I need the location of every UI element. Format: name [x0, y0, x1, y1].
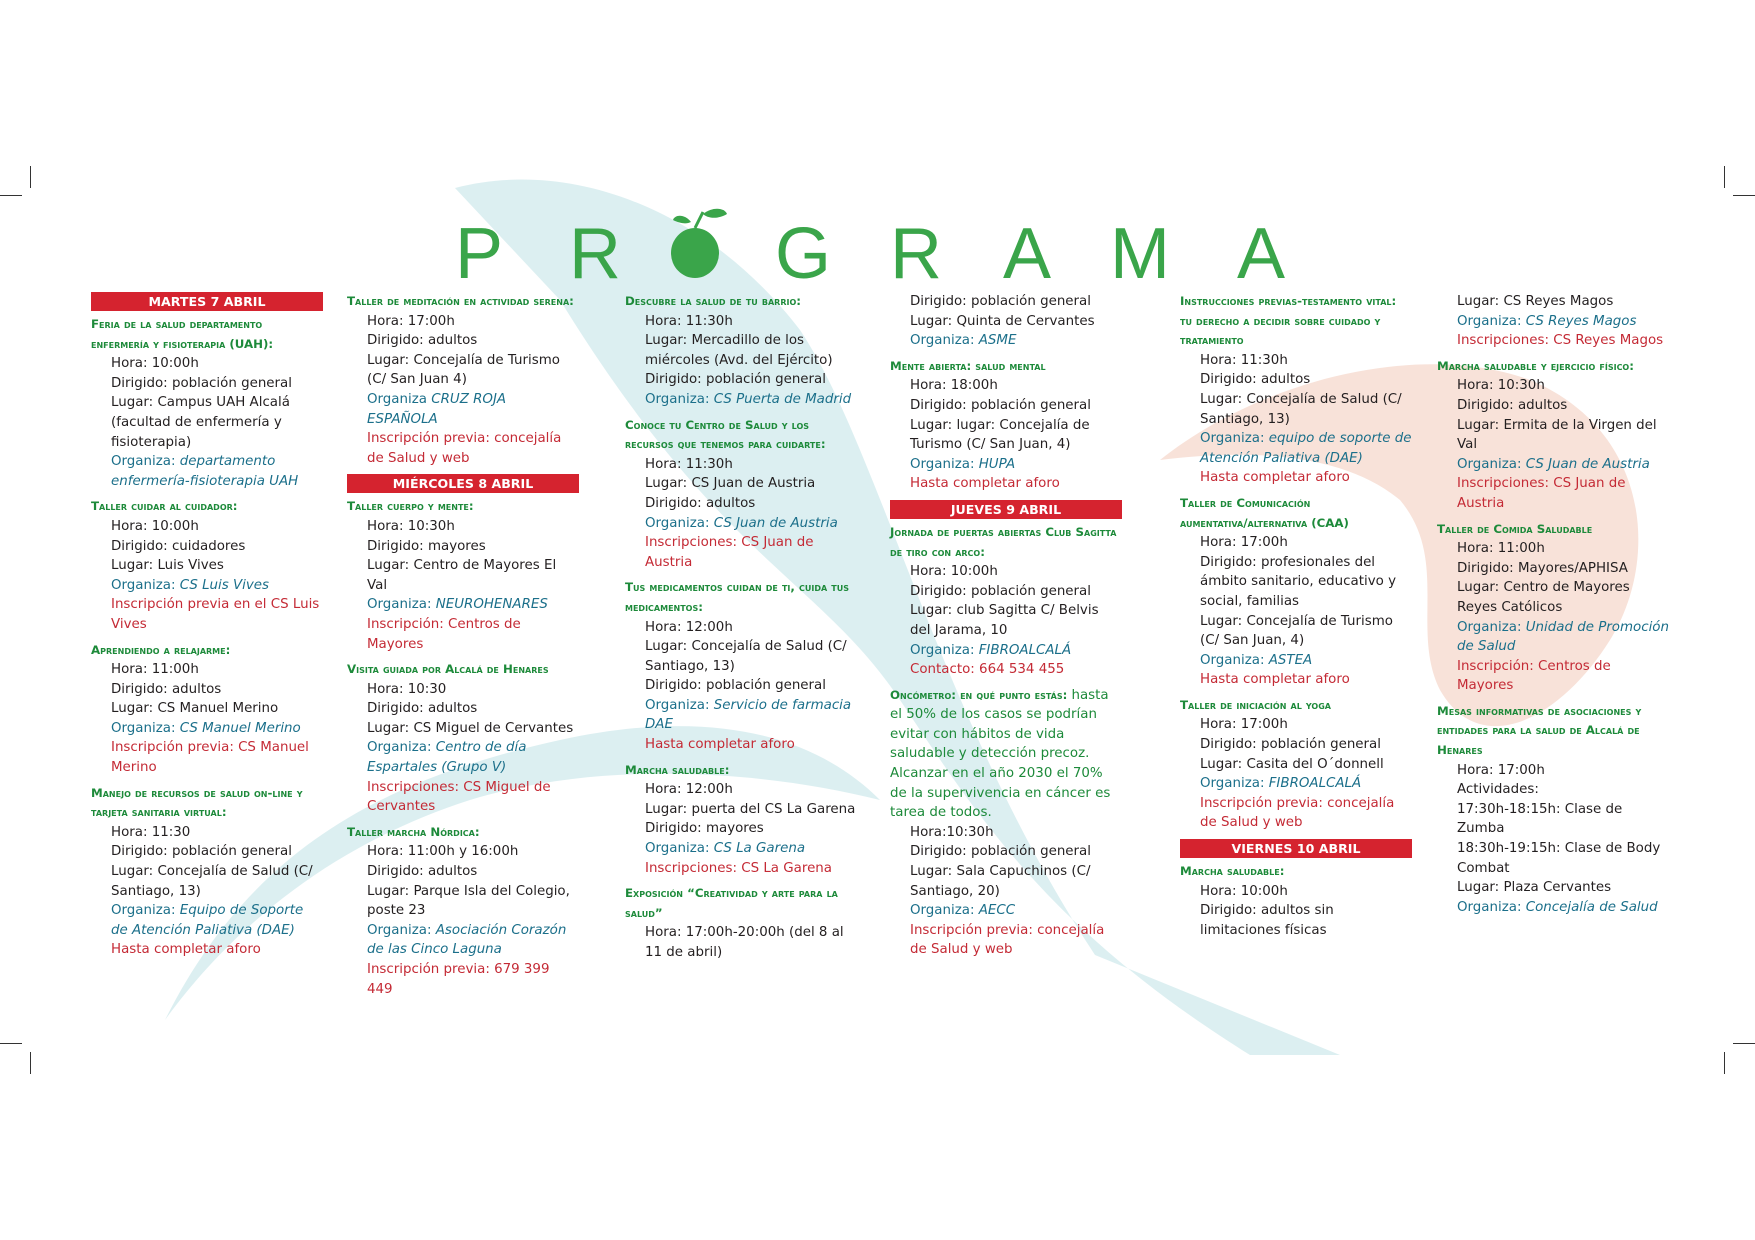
event-title-text: Exposición “Creatividad y arte para la salud” [625, 886, 838, 920]
event-title [890, 523, 1122, 562]
event-detail: Hora: 10:00h [111, 356, 199, 372]
organizer-name: CS Luis Vives [179, 577, 270, 593]
event-title-text: Taller cuerpo y mente: [347, 499, 474, 514]
event-registration: Inscripción: Centros de Mayores [1457, 658, 1611, 694]
event-item [890, 523, 1122, 680]
event-registration: Hasta completar aforo [1200, 470, 1350, 486]
organizer-name: FIBROALCALÁ [1268, 776, 1362, 792]
event-title-text: Visita guiada por Alcalá de Henares [347, 662, 549, 677]
event-detail: Dirigido: población general [1200, 737, 1381, 753]
event-item [1180, 862, 1412, 940]
event-detail: Lugar: Concejalía de Turismo (C/ San Juan, 4) [1200, 613, 1393, 649]
event-registration: Inscripción previa en el CS Luis Vives [111, 597, 320, 632]
event-item [625, 416, 857, 573]
organizer-label: Organiza: [1457, 456, 1522, 472]
event-title [347, 660, 579, 680]
organizer-name: CS Manuel Merino [179, 720, 301, 736]
event-title [1180, 696, 1412, 716]
event-detail: Lugar: Centro de Mayores Reyes Católicos [1457, 580, 1630, 615]
organizer-label: Organiza: [1457, 619, 1522, 635]
event-detail: Dirigido: adultos [367, 864, 478, 880]
event-organizer [347, 738, 579, 777]
event-detail: Dirigido: población general [910, 294, 1091, 309]
organizer-name: CRUZ ROJA ESPAÑOLA [367, 391, 507, 427]
organizer-name: Unidad de Promoción de Salud [1457, 619, 1669, 655]
event-item [1437, 520, 1669, 696]
event-detail: Hora: 11:00h [111, 662, 199, 678]
event-detail: Hora: 11:00h [1457, 541, 1545, 557]
event-detail: Lugar: puerta del CS La Garena [645, 801, 856, 817]
event-title-text: Mesas informativas de asociaciones y entidades para la salud de Alcalá de Henares [1437, 703, 1642, 758]
event-detail: Dirigido: población general [111, 375, 292, 391]
event-organizer [1437, 618, 1669, 657]
event-detail: Dirigido: adultos [367, 701, 478, 717]
organizer-label: Organiza: [910, 903, 975, 919]
event-registration: Inscripción previa: CS Manuel Merino [111, 740, 309, 776]
event-title-text: Instrucciones previas-testamento vital: tu derecho a decidir sobre cuidado y tratamiento [1180, 294, 1397, 348]
event-organizer [1180, 774, 1412, 794]
organizer-label: Organiza: [645, 697, 710, 713]
event-title [625, 761, 857, 781]
event-title-text: Aprendiendo a relajarme: [91, 642, 231, 657]
organizer-name: Concejalía de Salud [1525, 899, 1658, 915]
organizer-name: FIBROALCALÁ [978, 642, 1072, 658]
title-letter-m: M [1110, 214, 1170, 288]
event-registration: Hasta completar aforo [1200, 672, 1350, 688]
event-organizer [1180, 651, 1412, 671]
page-title [455, 208, 1305, 288]
organizer-name: Asociación Corazón de las Cinco Laguna [367, 922, 567, 958]
column-3 [625, 292, 857, 969]
event-registration: Inscripción previa: concejalía de Salud y web [1200, 795, 1395, 831]
event-detail: Dirigido: adultos [367, 333, 478, 349]
title-letter-a2: A [1237, 214, 1286, 288]
title-letter-a: A [1003, 214, 1052, 288]
crop-mark [0, 195, 22, 196]
organizer-name: AECC [978, 903, 1016, 919]
event-organizer [625, 514, 857, 534]
event-organizer [625, 390, 857, 410]
event-detail: Dirigido: mayores [645, 821, 764, 837]
event-detail: Lugar: Luis Vives [111, 558, 224, 574]
event-title [1180, 862, 1412, 882]
event-detail: Hora: 10:00h [111, 518, 199, 534]
event-registration: Hasta completar aforo [645, 737, 795, 753]
event-item [347, 823, 579, 999]
event-title-text: Jornada de puertas abiertas Club Sagitta de tiro con arco: [890, 524, 1117, 559]
event-item [91, 641, 323, 778]
crop-mark [1724, 1052, 1725, 1074]
event-detail: Dirigido: población general [910, 397, 1091, 413]
event-detail: Lugar: Casita del O´donnell [1200, 756, 1384, 772]
event-detail: Lugar: CS Manuel Merino [111, 701, 279, 717]
event-title-text: Mente abierta: salud mental [890, 358, 1046, 373]
organizer-name: CS Reyes Magos [1525, 313, 1637, 329]
organizer-name: Servicio de farmacia DAE [645, 697, 852, 733]
day-header: JUEVES 9 ABRIL [890, 500, 1122, 519]
event-title [91, 497, 323, 517]
event-organizer [1437, 898, 1669, 918]
event-description: hasta el 50% de los casos se podrían evitar con hábitos de vida saludable y detección precoz. Alcanzar en el año 2030 el 70% de la supervivencia en cáncer es tarea de todos. [890, 687, 1111, 821]
event-detail: Hora: 17:00h-20:00h (del 8 al 11 de abril) [645, 925, 844, 960]
organizer-label: Organiza: [645, 391, 710, 407]
event-detail: Lugar: lugar: Concejalía de Turismo (C/ San Juan, 4) [910, 417, 1090, 453]
event-title-text: Manejo de recursos de salud on-line y tarjeta sanitaria virtual: [91, 785, 303, 820]
event-registration: Inscripciones: CS Juan de Austria [1457, 476, 1626, 511]
event-title [1437, 702, 1669, 761]
event-organizer [91, 576, 323, 596]
organizer-label: Organiza: [645, 515, 710, 531]
event-detail: Hora: 11:30 [111, 824, 191, 840]
crop-mark [0, 1043, 22, 1044]
event-organizer [1437, 455, 1669, 475]
event-title-text: Conoce tu Centro de Salud y los recursos que tenemos para cuidarte: [625, 417, 826, 452]
event-detail: Lugar: club Sagitta C/ Belvis del Jarama, 10 [910, 603, 1099, 638]
event-detail: Dirigido: población general [910, 583, 1091, 599]
event-item [890, 357, 1122, 494]
crop-mark [30, 1052, 31, 1074]
event-title [625, 884, 857, 923]
event-title-text: Taller de Comunicación aumentativa/alternativa (CAA) [1180, 495, 1349, 530]
event-title [91, 315, 323, 354]
organizer-label: Organiza: [111, 720, 176, 736]
organizer-label: Organiza: [910, 642, 975, 658]
organizer-label: Organiza: [367, 597, 432, 613]
organizer-label: Organiza: [645, 841, 710, 857]
event-title-text: Taller de meditación en actividad serena: [347, 294, 574, 308]
event-organizer [890, 455, 1122, 475]
event-detail: Hora: 12:00h [645, 619, 733, 635]
event-detail: Dirigido: población general [910, 844, 1091, 860]
event-title-text: Oncómetro: en qué punto estás: [890, 687, 1068, 702]
event-detail: Hora: 12:00h [645, 782, 733, 798]
event-title [1437, 357, 1669, 377]
organizer-name: CS Juan de Austria [1525, 456, 1650, 472]
event-title [91, 641, 323, 661]
event-detail: Lugar: Concejalía de Salud (C/ Santiago, 13) [111, 864, 313, 899]
event-detail: Dirigido: adultos [645, 495, 756, 511]
title-letter-r2: R [890, 214, 942, 288]
organizer-name: Centro de día Espartales (Grupo V) [367, 740, 527, 776]
event-title [890, 357, 1122, 377]
event-detail: Hora: 10:00h [1200, 883, 1288, 899]
event-item [1180, 696, 1412, 833]
organizer-name: equipo de soporte de Atención Paliativa (DAE) [1200, 431, 1412, 466]
event-continuation [1437, 292, 1669, 351]
organizer-label: Organiza [367, 391, 427, 407]
event-title-text: Marcha saludable: [625, 762, 730, 777]
event-title-text: Taller de Comida Saludable [1437, 521, 1593, 536]
event-detail: Dirigido: población general [645, 678, 826, 694]
event-title-text: Taller cuidar al cuidador: [91, 499, 238, 514]
title-letter-r: R [569, 214, 621, 288]
title-letter-p: P [455, 214, 504, 288]
crop-mark [1724, 166, 1725, 188]
event-title [347, 497, 579, 517]
event-item [625, 884, 857, 962]
event-detail: Lugar: CS Reyes Magos [1457, 294, 1614, 309]
event-registration: Inscripción previa: concejalía de Salud y web [367, 431, 562, 466]
event-registration: Inscripción previa: concejalía de Salud y web [910, 922, 1105, 958]
event-detail: Lugar: Concejalía de Turismo (C/ San Juan 4) [367, 352, 560, 388]
event-detail: Actividades: [1457, 782, 1539, 798]
organizer-name: ASTEA [1268, 652, 1313, 668]
event-item [625, 761, 857, 879]
event-item [625, 578, 857, 754]
event-detail: Hora: 17:00h [1200, 717, 1288, 733]
event-title [890, 686, 1122, 823]
event-item [347, 660, 579, 817]
organizer-name: departamento enfermería-fisioterapia UAH [111, 454, 299, 489]
event-title-text: Taller marcha Nórdica: [347, 824, 480, 839]
event-detail: Lugar: CS Miguel de Cervantes [367, 720, 574, 736]
organizer-label: Organiza: [367, 740, 432, 756]
organizer-label: Organiza: [1200, 776, 1265, 792]
event-title [347, 823, 579, 843]
column-1 [91, 292, 323, 966]
event-detail: Dirigido: Mayores/APHISA [1457, 560, 1628, 576]
event-registration: Inscripciones: CS Miguel de Cervantes [367, 779, 551, 815]
organizer-label: Organiza: [1200, 431, 1265, 447]
event-title [1180, 494, 1412, 533]
event-detail: Lugar: Ermita de la Virgen del Val [1457, 417, 1657, 453]
column-4 [890, 292, 1122, 966]
organizer-name: CS La Garena [713, 841, 806, 857]
event-title [625, 292, 857, 312]
event-detail: Lugar: Campus UAH Alcalá (facultad de enfermería y fisioterapia) [111, 395, 290, 450]
event-organizer [347, 921, 579, 960]
event-registration: Contacto: 664 534 455 [910, 662, 1065, 678]
event-detail: Lugar: Centro de Mayores El Val [367, 558, 557, 593]
event-continuation [890, 292, 1122, 351]
event-item [347, 497, 579, 654]
column-5 [1180, 292, 1412, 946]
organizer-label: Organiza: [1457, 899, 1522, 915]
event-organizer [91, 452, 323, 491]
event-detail: 18:30h-19:15h: Clase de Body Combat [1457, 841, 1661, 876]
event-detail: Lugar: CS Juan de Austria [645, 476, 816, 492]
event-title-text: Feria de la salud departamento enfermería y fisioterapia (UAH): [91, 317, 274, 351]
crop-mark [30, 166, 31, 188]
event-detail: Lugar: Quinta de Cervantes [910, 313, 1095, 329]
event-organizer [1180, 429, 1412, 468]
event-detail: Hora: 10:30h [1457, 378, 1545, 394]
event-detail: Hora: 11:00h y 16:00h [367, 844, 519, 860]
column-2 [347, 292, 579, 1005]
event-organizer [91, 901, 323, 940]
event-detail: Lugar: Plaza Cervantes [1457, 880, 1612, 896]
organizer-name: CS Juan de Austria [713, 515, 838, 531]
event-item [347, 292, 579, 468]
event-detail: Lugar: Sala Capuchinos (C/ Santiago, 20) [910, 864, 1091, 899]
event-detail: Dirigido: población general [645, 372, 826, 388]
day-header: MARTES 7 ABRIL [91, 292, 323, 311]
event-organizer [890, 641, 1122, 661]
event-title [625, 416, 857, 455]
event-detail: Hora:10:30h [910, 824, 994, 840]
event-detail: Dirigido: cuidadores [111, 538, 246, 554]
organizer-label: Organiza: [1200, 652, 1265, 668]
event-organizer [890, 901, 1122, 921]
organizer-label: Organiza: [111, 454, 176, 470]
event-detail: Dirigido: adultos [111, 681, 222, 697]
event-detail: Hora: 17:00h [1200, 535, 1288, 551]
organizer-label: Organiza: [111, 903, 176, 919]
event-organizer [347, 390, 579, 429]
apple-icon [671, 209, 727, 278]
event-title [347, 292, 579, 312]
organizer-label: Organiza: [367, 922, 432, 938]
event-detail: Dirigido: población general [111, 844, 292, 860]
event-registration: Hasta completar aforo [910, 476, 1060, 492]
event-organizer [625, 839, 857, 859]
event-title [1180, 292, 1412, 351]
event-detail: Dirigido: adultos sin limitaciones físicas [1200, 903, 1334, 938]
event-title-text: Tus medicamentos cuidan de ti, cuida tus medicamentos: [625, 580, 849, 614]
event-item [1437, 702, 1669, 918]
event-detail: Lugar: Concejalía de Salud (C/ Santiago, 13) [645, 639, 847, 674]
day-header: MIÉRCOLES 8 ABRIL [347, 474, 579, 493]
organizer-name: HUPA [978, 456, 1016, 472]
event-detail: Hora: 11:30h [1200, 352, 1288, 368]
event-detail: 17:30h-18:15h: Clase de Zumba [1457, 801, 1623, 837]
event-title [625, 578, 857, 617]
organizer-label: Organiza: [910, 456, 975, 472]
organizer-label: Organiza: [910, 333, 975, 349]
event-detail: Dirigido: adultos [1200, 372, 1311, 388]
crop-mark [1733, 195, 1755, 196]
event-detail: Dirigido: profesionales del ámbito sanitario, educativo y social, familias [1200, 554, 1397, 609]
crop-mark [1733, 1043, 1755, 1044]
event-detail: Lugar: Parque Isla del Colegio, poste 23 [367, 883, 570, 919]
event-title-text: Marcha saludable y ejercicio físico: [1437, 358, 1634, 373]
event-registration: Inscripción previa: 679 399 449 [367, 962, 550, 997]
event-registration: Inscripciones: CS La Garena [645, 860, 832, 876]
title-letter-g: G [775, 214, 832, 288]
event-registration: Inscripción: Centros de Mayores [367, 616, 521, 652]
event-organizer [1437, 312, 1669, 332]
event-organizer [91, 719, 323, 739]
event-organizer [347, 595, 579, 615]
event-detail: Lugar: Mercadillo de los miércoles (Avd. del Ejército) [645, 333, 833, 368]
event-title-text: Marcha saludable: [1180, 864, 1285, 879]
event-detail: Dirigido: adultos [1457, 397, 1568, 413]
organizer-label: Organiza: [111, 577, 176, 593]
event-item [91, 497, 323, 634]
event-registration: Inscripciones: CS Juan de Austria [645, 535, 814, 570]
event-detail: Lugar: Concejalía de Salud (C/ Santiago, 13) [1200, 391, 1402, 427]
event-item [625, 292, 857, 410]
event-detail: Hora: 11:30h [645, 313, 733, 329]
event-detail: Hora: 10:30h [367, 518, 455, 534]
organizer-name: CS Puerta de Madrid [713, 391, 852, 407]
day-header: VIERNES 10 ABRIL [1180, 839, 1412, 858]
event-registration: Hasta completar aforo [111, 942, 261, 958]
event-item [1180, 292, 1412, 488]
event-item [1180, 494, 1412, 690]
organizer-name: Equipo de Soporte de Atención Paliativa (DAE) [111, 903, 304, 938]
event-detail: Dirigido: mayores [367, 538, 486, 554]
event-registration: Inscripciones: CS Reyes Magos [1457, 333, 1664, 349]
event-title [91, 784, 323, 823]
event-detail: Hora: 17:00h [1457, 762, 1545, 778]
event-title-text: Descubre la salud de tu barrio: [625, 294, 801, 308]
event-detail: Hora: 17:00h [367, 313, 455, 329]
organizer-name: ASME [978, 333, 1017, 349]
event-title [1437, 520, 1669, 540]
event-detail: Hora: 11:30h [645, 456, 733, 472]
organizer-label: Organiza: [1457, 313, 1522, 329]
event-detail: Hora: 10:00h [910, 564, 998, 580]
organizer-name: NEUROHENARES [435, 597, 548, 613]
event-detail: Hora: 10:30 [367, 681, 447, 697]
event-item [890, 686, 1122, 960]
event-organizer [890, 331, 1122, 351]
event-item [91, 784, 323, 960]
event-detail: Hora: 18:00h [910, 378, 998, 394]
event-item [91, 315, 323, 491]
event-organizer [625, 696, 857, 735]
column-6 [1437, 292, 1669, 923]
event-item [1437, 357, 1669, 514]
event-title-text: Taller de iniciación al yoga [1180, 697, 1331, 712]
